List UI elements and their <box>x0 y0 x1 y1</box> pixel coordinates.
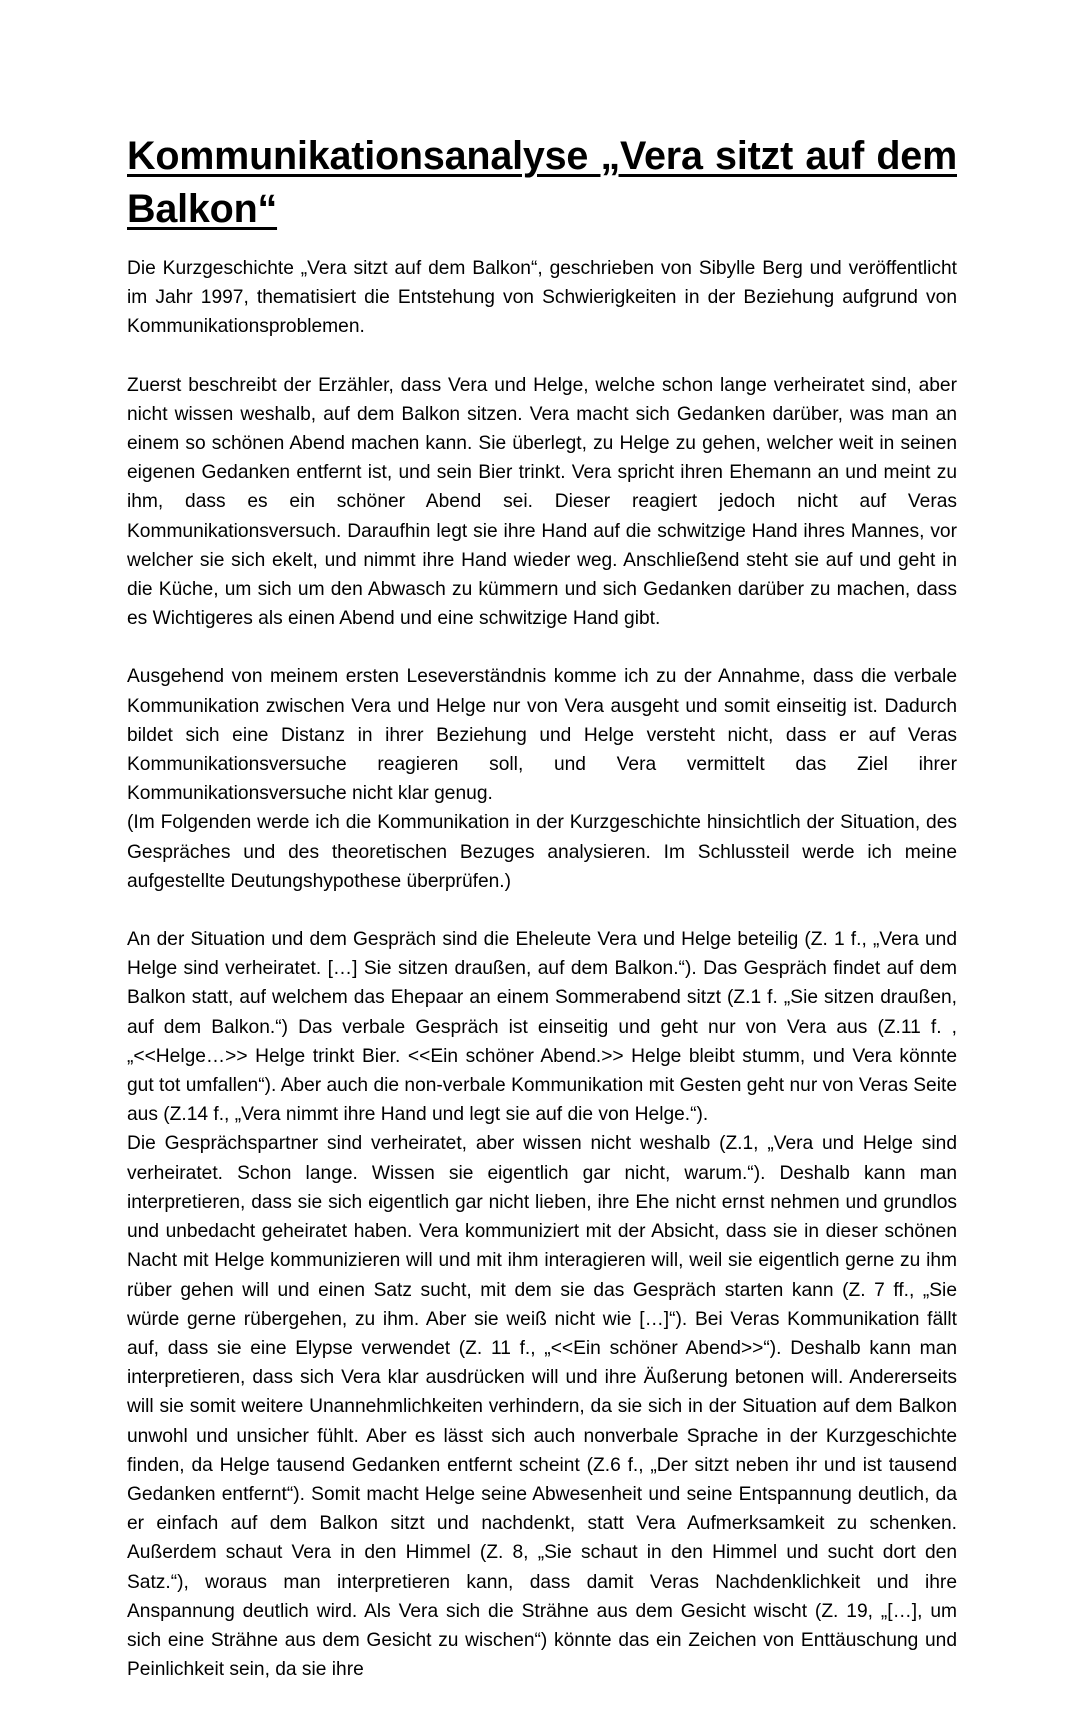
paragraph-spacer <box>127 896 957 925</box>
page-title <box>127 130 957 236</box>
paragraph-spacer <box>127 342 957 371</box>
paragraph-analyse-situation: An der Situation und dem Gespräch sind die Eheleute Vera und Helge beteilig (Z. 1 f., „Vera und Helge sind verheiratet. […] Sie sitzen draußen, auf dem Balkon.“). Das Gespräch findet auf dem Balkon statt, auf welchem das Ehepaar an einem Sommerabend sitzt (Z.1 f. „Sie sitzen draußen, auf dem Balkon.“) Das verbale Gespräch ist einseitig und geht nur von Vera aus (Z.11 f. , „<<Helge…>> Helge trinkt Bier. <<Ein schöner Abend.>> Helge bleibt stumm, und Vera könnte gut tot umfallen“). Aber auch die non-verbale Kommunikation mit Gesten geht nur von Veras Seite aus (Z.14 f., „Vera nimmt ihre Hand und legt sie auf die von Helge.“). <box>127 929 957 1126</box>
page-title-line-1: Kommunikationsanalyse „Vera sitzt auf dem <box>127 134 957 178</box>
paragraph-analyse-gespraech: Die Gesprächspartner sind verheiratet, aber wissen nicht weshalb (Z.1, „Vera und Helge sind verheiratet. Schon lange. Wissen sie eigentlich gar nicht, warum.“). Deshalb kann man interpretieren, dass sie sich eigentlich gar nicht lieben, ihre Ehe nicht ernst nehmen und grundlos und unbedacht geheiratet haben. Vera kommuniziert mit der Absicht, dass sie in dieser schönen Nacht mit Helge kommunizieren will und mit ihm interagieren will, weil sie eigentlich gerne zu ihm rüber gehen will und einen Satz sucht, mit dem sie das Gespräch starten kann (Z. 7 ff., „Sie würde gerne rübergehen, zu ihm. Aber sie weiß nicht wie […]“). Bei Veras Kommunikation fällt auf, dass sie eine Elypse verwendet (Z. 11 f., „<<Ein schöner Abend>>“). Deshalb kann man interpretieren, dass sich Vera klar ausdrücken will und ihre Äußerung betonen will. Andererseits will sie somit weitere Unannehmlichkeiten verhindern, da sie sich in der Situation auf dem Balkon unwohl und unsicher fühlt. Aber es lässt sich auch nonverbale Sprache in der Kurzgeschichte finden, da Helge tausend Gedanken entfernt scheint (Z.6 f., „Der sitzt neben ihr und ist tausend Gedanken entfernt“). Somit macht Helge seine Abwesenheit und seine Entspannung deutlich, da er einfach auf dem Balkon sitzt und nachdenkt, statt Vera Aufmerksamkeit zu schenken. Außerdem schaut Vera in den Himmel (Z. 8, „Sie schaut in den Himmel und sucht dort den Satz.“), woraus man interpretieren kann, dass damit Veras Nachdenklichkeit und ihre Anspannung deutlich wird. Als Vera sich die Strähne aus dem Gesicht wischt (Z. 19, „[…], um sich eine Strähne aus dem Gesicht zu wischen“) könnte das ein Zeichen von Enttäuschung und Peinlichkeit sein, da sie ihre <box>127 1133 957 1681</box>
paragraph-intro: Die Kurzgeschichte „Vera sitzt auf dem Balkon“, geschrieben von Sibylle Berg und veröffentlicht im Jahr 1997, thematisiert die Entstehung von Schwierigkeiten in der Beziehung aufgrund von Kommunikationsproblemen. <box>127 258 957 338</box>
page-title-line-2: Balkon“ <box>127 187 278 231</box>
paragraph-vorgehensweise: (Im Folgenden werde ich die Kommunikation in der Kurzgeschichte hinsichtlich der Situation, des Gespräches und des theoretischen Bezuges analysieren. Im Schlussteil werde ich meine aufgestellte Deutungshypothese überprüfen.) <box>127 812 957 892</box>
paragraph-spacer <box>127 633 957 662</box>
paragraph-deutungshypothese: Ausgehend von meinem ersten Leseverständnis komme ich zu der Annahme, dass die verbale Kommunikation zwischen Vera und Helge nur von Vera ausgeht und somit einseitig ist. Dadurch bildet sich eine Distanz in ihrer Beziehung und Helge versteht nicht, dass er auf Veras Kommunikationsversuche reagieren soll, und Vera vermittelt das Ziel ihrer Kommunikationsversuche nicht klar genug. <box>127 666 957 805</box>
paragraph-inhaltsangabe: Zuerst beschreibt der Erzähler, dass Vera und Helge, welche schon lange verheiratet sind, aber nicht wissen weshalb, auf dem Balkon sitzen. Vera macht sich Gedanken darüber, was man an einem so schönen Abend machen kann. Sie überlegt, zu Helge zu gehen, welcher weit in seinen eigenen Gedanken entfernt ist, und sein Bier trinkt. Vera spricht ihren Ehemann an und meint zu ihm, dass es ein schöner Abend sei. Dieser reagiert jedoch nicht auf Veras Kommunikationsversuch. Daraufhin legt sie ihre Hand auf die schwitzige Hand ihres Mannes, vor welcher sie sich ekelt, und nimmt ihre Hand wieder weg. Anschließend steht sie auf und geht in die Küche, um sich um den Abwasch zu kümmern und sich Gedanken darüber zu machen, dass es Wichtigeres als einen Abend und eine schwitzige Hand gibt. <box>127 374 957 630</box>
